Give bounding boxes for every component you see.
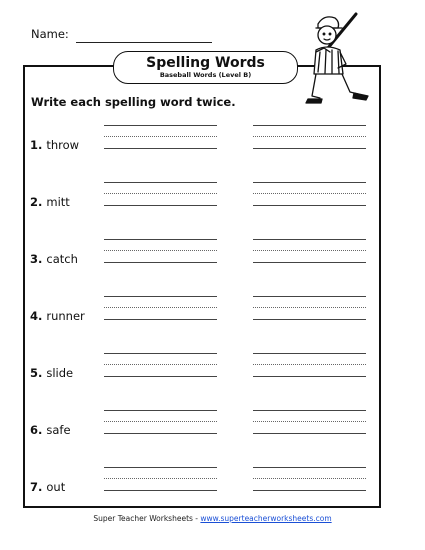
writing-line-mid <box>253 250 366 251</box>
name-line[interactable] <box>76 42 212 43</box>
writing-line-mid <box>253 364 366 365</box>
writing-line-base[interactable] <box>104 205 217 206</box>
writing-line-base[interactable] <box>253 148 366 149</box>
word-item <box>30 423 71 437</box>
writing-line-mid <box>104 478 217 479</box>
writing-line-top[interactable] <box>253 296 366 297</box>
writing-line-mid <box>104 250 217 251</box>
writing-line-base[interactable] <box>104 490 217 491</box>
word-item <box>30 309 85 323</box>
page-title: Spelling Words <box>146 55 265 71</box>
word-item <box>30 252 78 266</box>
word-item <box>30 195 70 209</box>
writing-line-base[interactable] <box>253 262 366 263</box>
word-item <box>30 138 79 152</box>
writing-line-base[interactable] <box>253 376 366 377</box>
writing-line-top[interactable] <box>253 125 366 126</box>
instructions: Write each spelling word twice. <box>31 95 236 109</box>
word-number: 3. <box>30 252 43 266</box>
worksheet-frame <box>23 65 381 508</box>
writing-line-mid <box>253 136 366 137</box>
writing-line-top[interactable] <box>104 182 217 183</box>
writing-line-mid <box>253 421 366 422</box>
writing-line-base[interactable] <box>104 433 217 434</box>
writing-line-mid <box>104 421 217 422</box>
footer <box>0 514 425 523</box>
writing-line-top[interactable] <box>253 182 366 183</box>
writing-line-top[interactable] <box>104 353 217 354</box>
writing-line-top[interactable] <box>253 353 366 354</box>
writing-line-base[interactable] <box>253 490 366 491</box>
word-text: throw <box>46 138 80 152</box>
word-text: mitt <box>46 195 70 209</box>
writing-line-mid <box>104 193 217 194</box>
word-item <box>30 480 65 494</box>
writing-line-base[interactable] <box>104 148 217 149</box>
writing-line-base[interactable] <box>104 376 217 377</box>
writing-line-top[interactable] <box>104 410 217 411</box>
word-number: 7. <box>30 480 43 494</box>
writing-line-mid <box>253 478 366 479</box>
word-item <box>30 366 73 380</box>
baseball-player-icon <box>298 8 378 112</box>
writing-line-base[interactable] <box>104 319 217 320</box>
writing-line-base[interactable] <box>253 205 366 206</box>
word-number: 4. <box>30 309 43 323</box>
word-number: 5. <box>30 366 43 380</box>
word-text: out <box>46 480 66 494</box>
writing-line-top[interactable] <box>253 410 366 411</box>
writing-line-top[interactable] <box>253 467 366 468</box>
writing-line-base[interactable] <box>253 319 366 320</box>
footer-link[interactable]: www.superteacherworksheets.com <box>200 514 332 523</box>
writing-line-mid <box>104 307 217 308</box>
writing-line-base[interactable] <box>104 262 217 263</box>
word-text: catch <box>46 252 78 266</box>
writing-line-top[interactable] <box>253 239 366 240</box>
title-box <box>113 51 298 84</box>
writing-line-mid <box>253 307 366 308</box>
writing-line-mid <box>253 193 366 194</box>
footer-text: Super Teacher Worksheets - <box>93 514 201 523</box>
writing-line-top[interactable] <box>104 239 217 240</box>
page-subtitle: Baseball Words (Level B) <box>159 71 252 79</box>
name-label: Name: <box>31 27 69 41</box>
writing-line-mid <box>104 136 217 137</box>
writing-line-mid <box>104 364 217 365</box>
word-number: 2. <box>30 195 43 209</box>
writing-line-top[interactable] <box>104 467 217 468</box>
writing-line-top[interactable] <box>104 296 217 297</box>
writing-line-base[interactable] <box>253 433 366 434</box>
writing-line-top[interactable] <box>104 125 217 126</box>
word-text: runner <box>46 309 85 323</box>
word-text: slide <box>46 366 74 380</box>
word-number: 1. <box>30 138 43 152</box>
word-text: safe <box>46 423 71 437</box>
word-number: 6. <box>30 423 43 437</box>
